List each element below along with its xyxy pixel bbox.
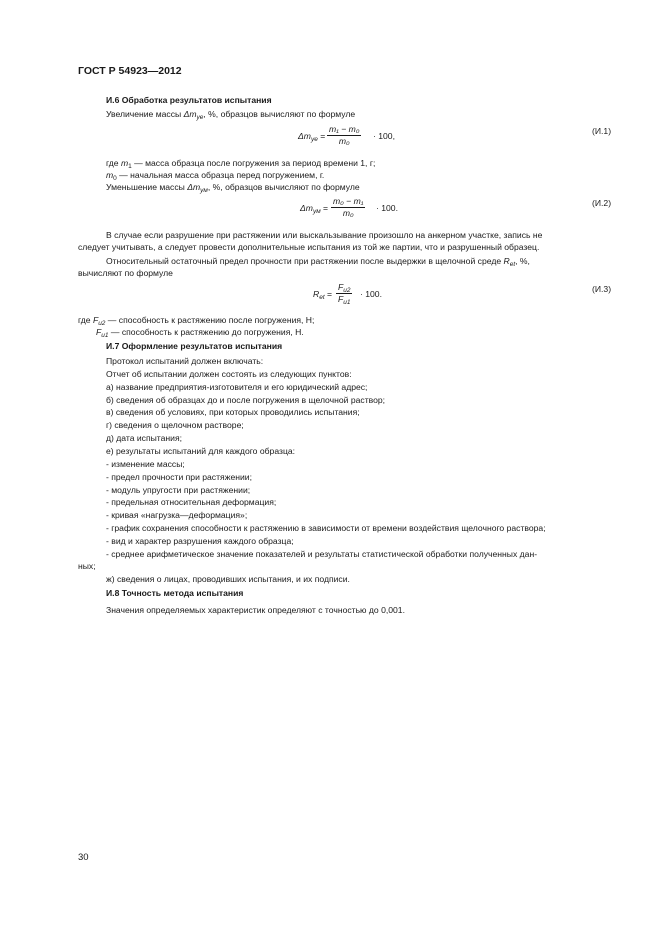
list-item-wrap: ных;: [78, 561, 96, 571]
formula-i2-label: (И.2): [592, 198, 612, 208]
where-m1: где $m_1$ — масса образца после погружения за период времени 1, г;: [106, 158, 376, 170]
list-item: ж) сведения о лицах, проводивших испытания, и их подписи.: [106, 574, 350, 584]
paragraph-residual-strength-line1: Относительный остаточный предел прочности при растяжении после выдержки в щелочной среде $R_{et}$, %,: [106, 256, 530, 268]
list-item: Отчет об испытании должен состоять из следующих пунктов:: [106, 369, 352, 379]
list-item: - предельная относительная деформация;: [106, 497, 277, 507]
paragraph-anchor-failure-line1: В случае если разрушение при растяжении или выскальзывание произошло на анкерном участке, запись не: [106, 230, 543, 240]
where-fu2: где $F_{u2}$ — способность к растяжению после погружения, Н;: [78, 315, 315, 327]
list-item: в) сведения об условиях, при которых проводились испытания;: [106, 407, 360, 417]
list-item: - модуль упругости при растяжении;: [106, 485, 251, 495]
formula-i3-lhs: $R_{et}$ =: [313, 289, 333, 301]
formula-i3-label: (И.3): [592, 284, 612, 294]
formula-i1-label: (И.1): [592, 126, 612, 136]
formula-i3-multiplier: · 100.: [360, 289, 382, 299]
formula-i1-lhs: $\Delta m_{уе}$ =: [298, 131, 326, 143]
list-item: е) результаты испытаний для каждого образца:: [106, 446, 296, 456]
list-item: - кривая «нагрузка—деформация»;: [106, 510, 248, 520]
where-fu1: $F_{u1}$ — способность к растяжению до погружения, Н.: [96, 327, 304, 339]
formula-i2-fraction: $\frac{\text{m₀ − m₁}}{\text{m₀}}$: [333, 196, 364, 218]
formula-i1-multiplier: · 100,: [373, 131, 395, 141]
formula-i2-lhs: $\Delta m_{ум}$ =: [300, 203, 329, 215]
where-m0: $m_0$ — начальная масса образца перед погружением, г.: [106, 170, 325, 182]
paragraph-mass-decrease: Уменьшение массы $\Delta m_{ум}$, %, образцов вычисляют по формуле: [106, 182, 360, 194]
list-item: г) сведения о щелочном растворе;: [106, 420, 244, 430]
page-number: 30: [78, 852, 89, 863]
paragraph-anchor-failure-line2: следует учитывать, а следует провести дополнительные испытания из той же партии, что и разрушенный образец.: [78, 242, 540, 252]
formula-i2-multiplier: · 100.: [376, 203, 398, 213]
paragraph-mass-increase: Увеличение массы $\Delta m_{уе}$, %, образцов вычисляют по формуле: [106, 109, 356, 121]
section-i6-title: И.6 Обработка результатов испытания: [106, 95, 272, 105]
list-item: - среднее арифметическое значение показателей и результаты статистической обработки полученных дан-: [106, 549, 538, 559]
list-item: - изменение массы;: [106, 459, 185, 469]
document-code: ГОСТ Р 54923—2012: [78, 65, 182, 77]
list-item: д) дата испытания;: [106, 433, 183, 443]
paragraph-residual-strength-line2: вычисляют по формуле: [78, 268, 173, 278]
formula-i1-fraction: $\frac{\text{m₁ − m₀}}{\text{m₀}}$: [329, 124, 360, 146]
list-item: Протокол испытаний должен включать:: [106, 356, 264, 366]
section-i7-title: И.7 Оформление результатов испытания: [106, 341, 283, 351]
list-item: - предел прочности при растяжении;: [106, 472, 252, 482]
formula-i3-fraction: $\frac{F_{u2}}{F_{u1}}$: [338, 282, 351, 306]
list-item: а) название предприятия-изготовителя и его юридический адрес;: [106, 382, 368, 392]
list-item: - график сохранения способности к растяжению в зависимости от времени воздействия щелочного раствора;: [106, 523, 546, 533]
list-item: - вид и характер разрушения каждого образца;: [106, 536, 294, 546]
section-i8-title: И.8 Точность метода испытания: [106, 588, 244, 598]
list-item: б) сведения об образцах до и после погружения в щелочной раствор;: [106, 395, 386, 405]
paragraph-accuracy: Значения определяемых характеристик определяют с точностью до 0,001.: [106, 605, 405, 615]
